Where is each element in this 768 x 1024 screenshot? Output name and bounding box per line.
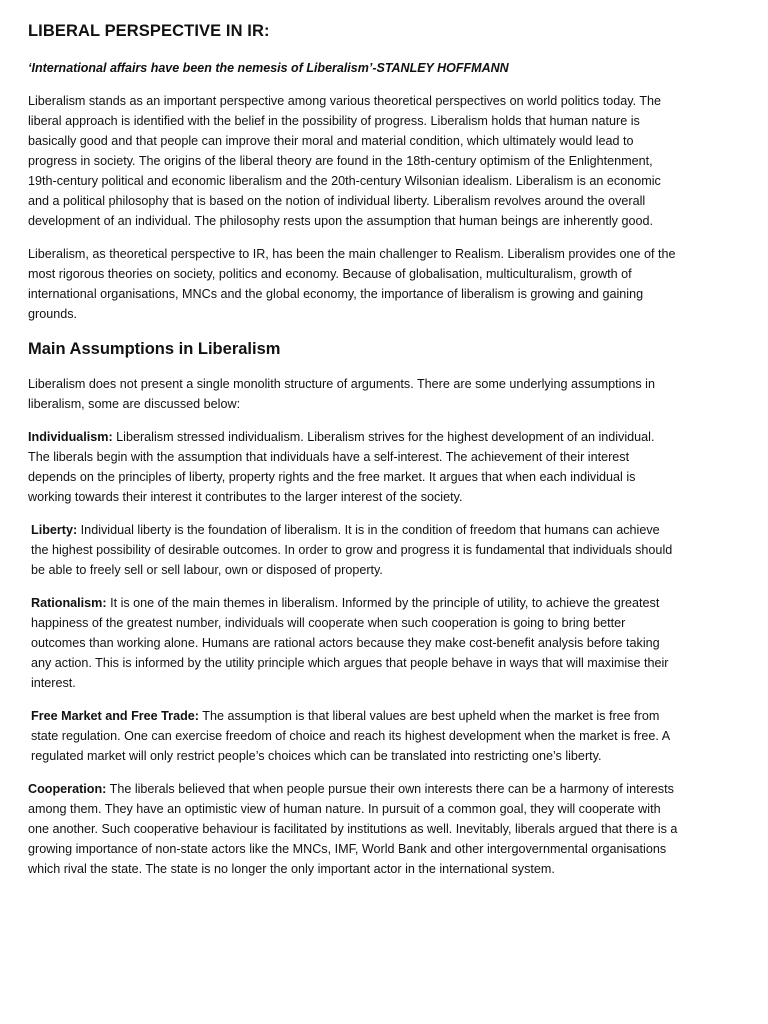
assumption-term: Liberty: — [31, 523, 78, 537]
assumption-cooperation — [28, 779, 678, 879]
assumption-free-market — [28, 706, 678, 766]
assumption-text: The assumption is that liberal values are best upheld when the market is free from state regulation. One can exercise freedom of choice and reach its highest development when the market is free. A regulated market will only restrict people’s choices which can be translated into restricting one’s liberty. — [31, 709, 670, 763]
intro-paragraph-1: Liberalism stands as an important perspective among various theoretical perspectives on world politics today. The liberal approach is identified with the belief in the possibility of progress. Liberalism holds that human nature is basically good and that people can improve their moral and material condition, which ultimately would lead to progress in society. The origins of the liberal theory are found in the 18th-century optimism of the Enlightenment, 19th-century political and economic liberalism and the 20th-century Wilsonian idealism. Liberalism is an economic and a political philosophy that is based on the notion of individual liberty. Liberalism revolves around the overall development of an individual. The philosophy rests upon the assumption that human beings are inherently good. — [28, 94, 662, 228]
assumption-term: Free Market and Free Trade: — [31, 709, 199, 723]
assumption-liberty — [28, 520, 678, 580]
assumption-text: It is one of the main themes in liberalism. Informed by the principle of utility, to achieve the greatest happiness of the greatest number, individuals will cooperate when such cooperation is going to bring better outcomes than working alone. Humans are rational actors because they make cost-benefit analysis before taking any action. This is informed by the utility principle which argues that people behave in ways that will maximise their interest. — [31, 596, 669, 690]
assumption-rationalism — [28, 593, 678, 693]
assumption-text: The liberals believed that when people pursue their own interests there can be a harmony of interests among them. They have an optimistic view of human nature. In pursuit of a common goal, they will cooperate with one another. Such cooperative behaviour is facilitated by institutions as well. Inevitably, liberals argued that there is a growing importance of non-state actors like the MNCs, IMF, World Bank and other intergovernmental organisations which rival the state. The state is no longer the only important actor in the international system. — [28, 782, 678, 876]
section-heading: Main Assumptions in Liberalism — [28, 340, 281, 358]
section-intro-paragraph: Liberalism does not present a single monolith structure of arguments. There are some underlying assumptions in liberalism, some are discussed below: — [28, 377, 655, 411]
assumption-term: Rationalism: — [31, 596, 107, 610]
document-title: LIBERAL PERSPECTIVE IN IR: — [28, 22, 270, 40]
assumption-text: Individual liberty is the foundation of liberalism. It is in the condition of freedom that humans can achieve the highest possibility of desirable outcomes. In order to grow and progress it is fundamental that individuals should be able to freely sell or sell labour, own or disposed of property. — [31, 523, 673, 577]
assumption-term: Cooperation: — [28, 782, 107, 796]
assumption-individualism — [28, 427, 678, 507]
assumption-text: Liberalism stressed individualism. Liberalism strives for the highest development of an individual. The liberals begin with the assumption that individuals have a self-interest. The achievement of their interest depends on the principles of liberty, property rights and the free market. It argues that when each individual is working towards their interest it contributes to the larger interest of the society. — [28, 430, 655, 504]
epigraph-quote: ‘International affairs have been the nemesis of Liberalism’-STANLEY HOFFMANN — [28, 61, 509, 75]
intro-paragraph-2: Liberalism, as theoretical perspective to IR, has been the main challenger to Realism. Liberalism provides one of the most rigorous theories on society, politics and economy. Because of globalisation, multiculturalism, growth of international organisations, MNCs and the global economy, the importance of liberalism is growing and gaining grounds. — [28, 247, 676, 321]
assumption-term: Individualism: — [28, 430, 113, 444]
